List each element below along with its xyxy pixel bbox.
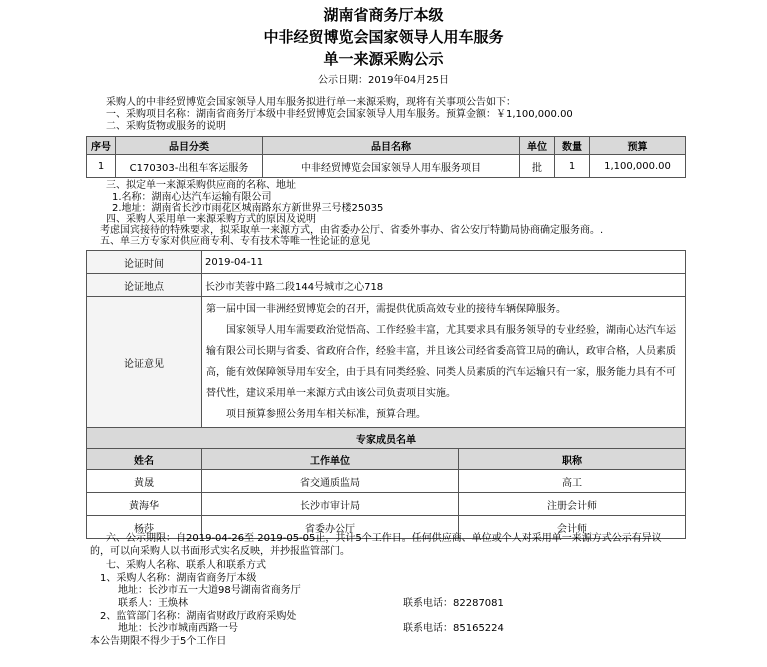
purchaser-phone: 联系电话：82287081 [403,598,504,609]
expert-unit: 长沙市审计局 [202,493,459,516]
cell-index: 1 [87,155,116,178]
opinion-label: 论证意见 [87,297,202,428]
col-header-work-unit: 工作单位 [202,449,459,470]
expert-name: 杨莎 [87,516,202,539]
project-name-line: 一、采购项目名称：湖南省商务厅本级中非经贸博览会国家领导人用车服务。预算金额：￥1,100,000.00 [106,109,573,120]
section-7-heading: 七、采购人名称、联系人和联系方式 [106,560,266,571]
table-row [87,274,686,297]
purchaser-contact: 联系人：王焕林 [118,598,188,609]
table-row [87,155,686,178]
expert-unit: 省委办公厅 [202,516,459,539]
section-6-text-cont: 的，可以向采购人以书面形式实名反映，并抄报监管部门。 [90,546,350,557]
opinion-paragraph: 项目预算参照公务用车相关标准，预算合理。 [226,409,426,420]
reason-text: 考虑国宾接待的特殊要求，拟采取单一来源方式，由省委办公厅、省委外事办、省公安厅特勤局协商确定服务商。. [100,225,604,236]
section-5-heading: 五、单三方专家对供应商专利、专有技术等唯一性论证的意见 [100,236,370,247]
section-2-heading: 二、采购货物或服务的说明 [106,121,226,132]
regulator-phone: 联系电话：85165224 [403,623,504,634]
col-header-title: 职称 [459,449,686,470]
regulator-name: 2、监管部门名称：湖南省财政厅政府采购处 [100,611,297,622]
purchaser-name: 1、采购人名称：湖南省商务厅本级 [100,573,257,584]
items-table [86,136,686,178]
table-row [87,493,686,516]
cell-quantity: 1 [555,155,590,178]
expert-name: 黄晟 [87,470,202,493]
opinion-paragraph: 第一届中国一非洲经贸博览会的召开，需提供优质高效专业的接待车辆保障服务。 [206,304,566,315]
items-table-header [87,137,686,155]
col-header-budget: 预算 [590,137,686,155]
expert-title: 高工 [459,470,686,493]
publish-date: 公示日期：2019年04月25日 [318,75,449,86]
place-value: 长沙市芙蓉中路二段144号城市之心718 [202,274,686,297]
cell-unit: 批 [520,155,555,178]
expert-title: 会计师 [459,516,686,539]
col-header-category: 品目分类 [116,137,263,155]
time-value: 2019-04-11 [202,251,686,274]
title-line-1: 湖南省商务厅本级 [323,6,444,24]
table-row [87,251,686,274]
col-header-name: 姓名 [87,449,202,470]
review-table [86,250,686,539]
experts-title-row [87,428,686,449]
expert-unit: 省交通质监局 [202,470,459,493]
cell-item-name: 中非经贸博览会国家领导人用车服务项目 [263,155,520,178]
cell-category: C170303-出租车客运服务 [116,155,263,178]
expert-name: 黄海华 [87,493,202,516]
purchaser-address: 地址：长沙市五一大道98号湖南省商务厅 [118,585,301,596]
notice-period: 本公告期限不得少于5个工作日 [90,636,227,647]
intro-line: 采购人的中非经贸博览会国家领导人用车服务拟进行单一来源采购，现将有关事项公告如下： [106,97,516,108]
title-line-2: 中非经贸博览会国家领导人用车服务 [263,28,504,46]
section-6-text: 六、公示期限：自2019-04-26至 2019-05-05止，共计5个工作日。任何供应商、单位或个人对采用单一来源方式公示有异议 [106,533,662,544]
supplier-name: 1.名称：湖南心达汽车运输有限公司 [112,192,272,203]
opinion-paragraph: 国家领导人用车需要政治觉悟高、工作经验丰富，尤其要求具有服务领导的专业经验，湖南心达汽车运输有限公司长期与省委、省政府合作，经验丰富，并且该公司经省委高管卫局的确认，政审合格，人员素质高，能有效保障领导用车安全，由于具有同类经验、同类人员素质的汽车运输只有一家，服务能力具有不可替代性，建议采用单一来源方式由该公司负责项目实施。 [206,325,676,399]
experts-title: 专家成员名单 [87,428,686,449]
section-4-heading: 四、采购人采用单一来源采购方式的原因及说明 [106,214,316,225]
regulator-address: 地址：长沙市城南西路一号 [118,623,238,634]
col-header-quantity: 数量 [555,137,590,155]
table-row [87,297,686,428]
col-header-index: 序号 [87,137,116,155]
cell-budget: 1,100,000.00 [590,155,686,178]
expert-title: 注册会计师 [459,493,686,516]
supplier-address: 2.地址：湖南省长沙市雨花区城南路东方新世界三号楼25035 [112,203,384,214]
place-label: 论证地点 [87,274,202,297]
col-header-item-name: 品目名称 [263,137,520,155]
col-header-unit: 单位 [520,137,555,155]
time-label: 论证时间 [87,251,202,274]
opinion-text [202,297,686,428]
section-3-heading: 三、拟定单一来源采购供应商的名称、地址 [106,180,296,191]
expert-header-row [87,449,686,470]
table-row [87,470,686,493]
title-line-3: 单一来源采购公示 [323,50,444,68]
